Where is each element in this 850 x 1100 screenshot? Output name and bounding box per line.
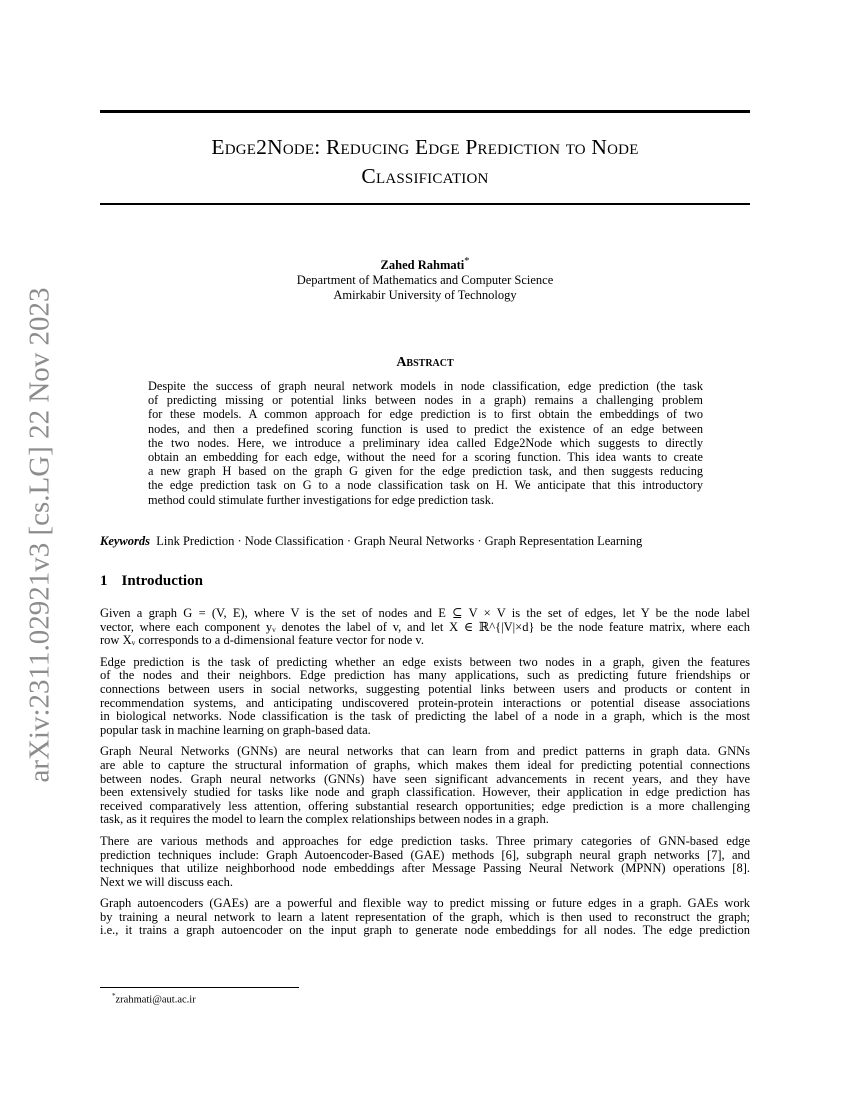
- body-line: Graph autoencoders (GAEs) are a powerful and flexible way to predict missing or future edges in a graph. GAEs work: [100, 896, 750, 911]
- body-line: of the nodes and their neighbors. Edge prediction has many applications, such as predicting future friendships or: [100, 668, 750, 683]
- keywords-text: Link Prediction · Node Classification · Graph Neural Networks · Graph Representation Learning: [156, 534, 643, 548]
- body-line: are able to capture the structural information of graphs, which makes them ideal for predicting potential connections: [100, 757, 750, 772]
- author-department: Department of Mathematics and Computer Science: [296, 273, 554, 288]
- body-line: Given a graph G = (V, E), where V is the set of nodes and E ⊆ V × V is the set of edges, let Y be the node label: [100, 606, 750, 620]
- footnote-rule: [100, 987, 299, 988]
- footnote-mark: *: [112, 992, 116, 1000]
- abstract-line: nodes, and then a predefined scoring function is used to predict the existence of an edge between: [148, 421, 703, 436]
- author-university: Amirkabir University of Technology: [333, 288, 517, 303]
- body-line: in biological networks. Node classification is the task of predicting the label of a node in a graph, which is the most: [100, 709, 750, 724]
- section-heading: [100, 572, 217, 590]
- author-block: [100, 254, 750, 303]
- abstract-body: [148, 379, 703, 507]
- abstract-heading: Abstract: [396, 355, 454, 370]
- paper-title: [100, 133, 750, 191]
- footnote-email: zrahmati@aut.ac.ir: [115, 994, 196, 1006]
- section-title: Introduction: [121, 573, 203, 589]
- paragraph: [100, 897, 750, 938]
- keywords: [100, 533, 642, 549]
- body-line: been extensively studied for tasks like node and graph classification. However, their application in edge prediction has: [100, 785, 750, 800]
- author-footnote-mark: *: [464, 256, 470, 267]
- abstract-line: a new graph H based on the graph G given for the edge prediction task, and then suggests reducing: [148, 464, 703, 479]
- body-line: received comparatively less attention, offering substantial research opportunities; edge prediction is a more challenging: [100, 798, 750, 813]
- abstract-line: Despite the success of graph neural network models in node classification, edge prediction (the task: [148, 379, 703, 393]
- body-line: techniques that utilize neighborhood node embeddings after Message Passing Neural Network (MPNN) operations [8].: [100, 861, 750, 876]
- body-line: vector, where each component yᵥ denotes the label of v, and let X ∈ ℝ^{|V|×d} be the node feature matrix, where each: [100, 619, 750, 634]
- title-bottom-rule: [100, 203, 750, 205]
- body-text: [100, 607, 750, 946]
- body-line: recommendation systems, and anticipating undiscovered protein-protein interactions or potential disease associations: [100, 695, 750, 710]
- body-line: by training a neural network to learn a latent representation of the graph, which is then used to reconstruct the graph;: [100, 909, 750, 924]
- paragraph: [100, 607, 750, 648]
- footnote: [112, 990, 196, 1007]
- body-line: Graph Neural Networks (GNNs) are neural networks that can learn from and predict patterns in graph data. GNNs: [100, 744, 750, 759]
- arxiv-stamp: arXiv:2311.02921v3 [cs.LG] 22 Nov 2023: [23, 287, 56, 783]
- body-line: task, as it requires the model to learn the complex relationships between nodes in a graph.: [100, 812, 549, 827]
- body-line: Next we will discuss each.: [100, 874, 233, 889]
- keywords-label: Keywords: [100, 534, 150, 548]
- abstract-line: method could stimulate further investigations for edge prediction task.: [148, 492, 494, 507]
- abstract-line: of predicting missing or potential links between nodes in a graph) remains a challenging problem: [148, 393, 703, 408]
- body-line: row Xᵥ corresponds to a d-dimensional feature vector for node v.: [100, 633, 424, 648]
- paragraph: [100, 835, 750, 889]
- body-line: popular task in machine learning on graph-based data.: [100, 722, 371, 737]
- body-line: There are various methods and approaches for edge prediction tasks. Three primary categories of GNN-based edge: [100, 833, 750, 848]
- body-line: between nodes. Graph neural networks (GNNs) have seen significant advancements in recent years, and they have: [100, 771, 750, 786]
- abstract-line: the edge prediction task on G to a node classification task on H. We anticipate that this introductory: [148, 478, 703, 493]
- abstract-line: the two nodes. Here, we introduce a preliminary idea called Edge2Node which suggests to directly: [148, 435, 703, 450]
- body-line: prediction techniques include: Graph Autoencoder-Based (GAE) methods [6], subgraph neural graph networks [7], and: [100, 847, 750, 862]
- paragraph: [100, 656, 750, 738]
- abstract-line: for these models. A common approach for edge prediction is to first obtain the embeddings of two: [148, 407, 703, 422]
- title-line-2: Classification: [361, 164, 489, 188]
- title-top-rule: [100, 110, 750, 113]
- body-line: connections between users in social networks, suggesting potential links between users and products or content in: [100, 681, 750, 696]
- section-number: 1: [100, 573, 108, 589]
- body-line: i.e., it trains a graph autoencoder on the input graph to generate node embeddings for all nodes. The edge prediction: [100, 923, 750, 938]
- body-line: Edge prediction is the task of predicting whether an edge exists between two nodes in a graph, given the features: [100, 654, 750, 669]
- title-line-1: Edge2Node: Reducing Edge Prediction to Node: [211, 135, 639, 159]
- author-name: Zahed Rahmati: [380, 258, 465, 273]
- abstract-line: obtain an embedding for each edge, without the need for a scoring function. This idea wants to create: [148, 449, 703, 464]
- paragraph: [100, 745, 750, 827]
